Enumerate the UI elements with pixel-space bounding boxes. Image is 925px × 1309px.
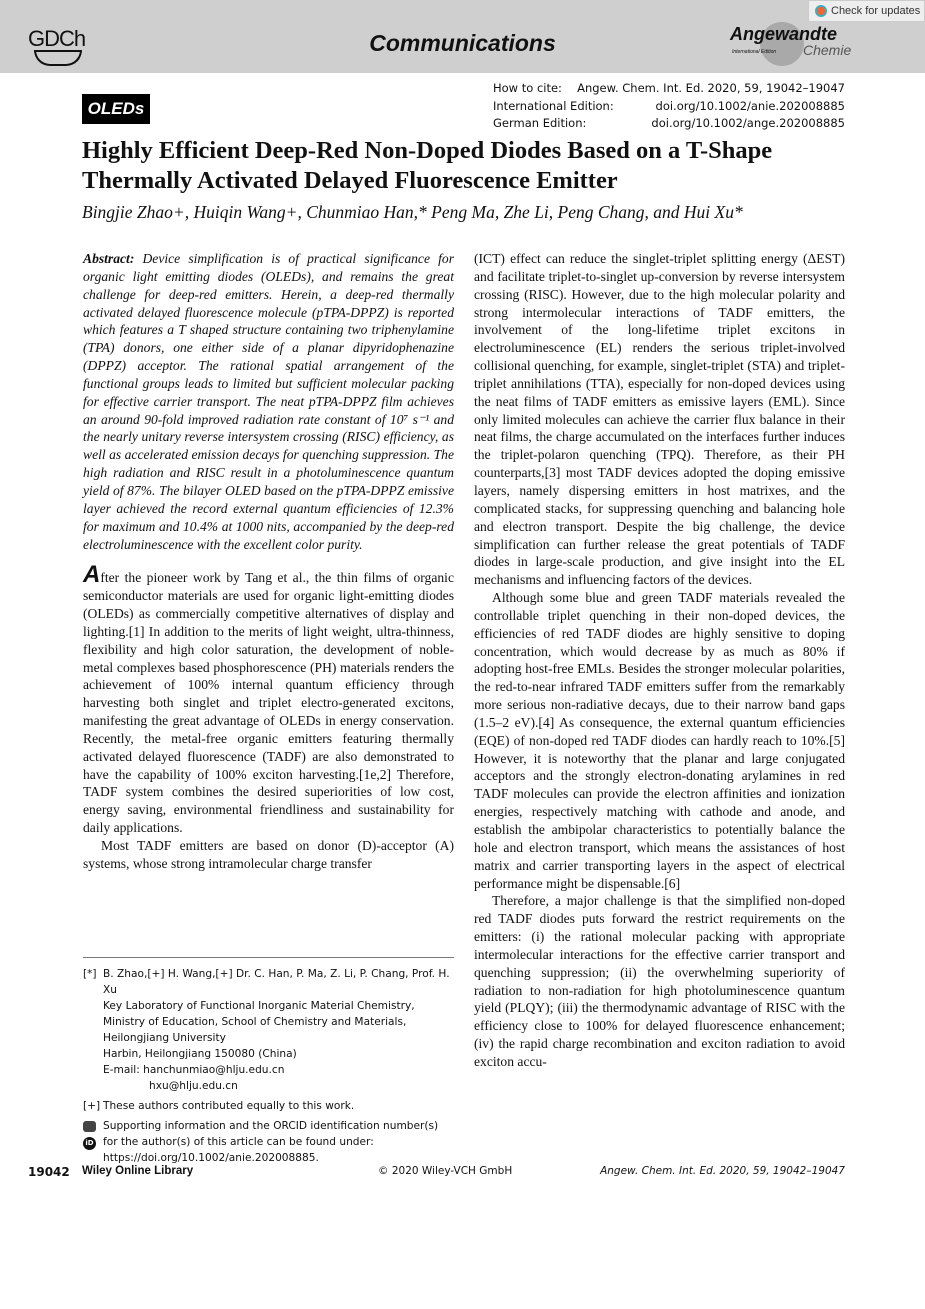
cite-label: How to cite: bbox=[493, 81, 562, 95]
paragraph bbox=[83, 837, 454, 873]
bookmark-icon bbox=[815, 5, 827, 17]
journal-logo-sub: Chemie bbox=[803, 42, 852, 58]
journal-logo-edition: International Edition bbox=[732, 49, 777, 55]
intl-label: International Edition: bbox=[493, 98, 614, 113]
footnote-equal: These authors contributed equally to this work. bbox=[103, 1100, 355, 1112]
gdch-logo: GDCh bbox=[28, 26, 86, 51]
abstract-text: Device simplification is of practical significance for organic light emitting diodes (OLEDs), and remains the great challenge for deep-red emitters. Herein, a deep-red thermally activated delayed fluorescence molecule (pTPA-DPPZ) is reported which features a T shaped structure containing two triphenylamine (TPA) donors, one either side of a planar dipyridophenazine (DPPZ) acceptor. The rational spatial arrangement of the functional groups leads to limited but sufficient molecular packing for effective carrier transport. The neat pTPA-DPPZ film achieves an around 90-fold improved radiation rate constant of 10⁷ s⁻¹ and the nearly unitary reverse intersystem crossing (RISC) efficiency, as well as accelerated emission decays for quenching suppression. The high radiation and RISC result in a photoluminescence quantum yield of 87%. The bilayer OLED based on the pTPA-DPPZ emissive layer achieved the record external quantum efficiencies of 12.3% for maximum and 10.4% at 1000 nits, accompanied by the deep-red electroluminescence with the excellent color purity. bbox=[83, 251, 454, 552]
page-number: 19042 bbox=[28, 1165, 70, 1179]
orcid-icon: iD bbox=[83, 1137, 96, 1150]
german-doi-link[interactable]: doi.org/10.1002/ange.202008885 bbox=[651, 116, 845, 130]
footnote-si[interactable]: Supporting information and the ORCID identification number(s) for the author(s) of this article can be found under: https://doi.org/10.1002/anie.202008885. bbox=[103, 1120, 439, 1164]
topic-tag: OLEDs bbox=[82, 94, 150, 124]
paragraph-text: Although some blue and green TADF materials revealed the controllable triplet quenching in their non-doped devices, the efficiencies of red TADF diodes are highly sensitive to doping concentration, which would decrease by as much as 80% if adopting host-free EMLs. Besides the stronger molecular polarities, the red-to-near infrared TADF emitters suffer from the remarkably more serious non-radiative decays, due to their narrow band gaps (1.5–2 eV).[4] As consequence, the external quantum efficiencies (EQE) of non-doped red TADF diodes can hardly reach to 10%.[5] However, it is noteworthy that the planar and large conjugated acceptors and the strongly electron-donating arylamines in red TADF molecules can provide the electron affinities and ionization energies, respectively matching with cathode and anode, and establish the ambipolar characteristics to potentially balance the hole and electron transport, which means the assistances of host matrix and carrier transporting layers in the aspect of electrical performance might be dispensable.[6] bbox=[474, 590, 845, 891]
footnote-city: Harbin, Heilongjiang 150080 (China) bbox=[103, 1048, 297, 1060]
left-column bbox=[83, 250, 454, 873]
wiley-library-logo: Wiley Online Library bbox=[82, 1165, 194, 1177]
paragraph-text: (ICT) effect can reduce the singlet-triplet splitting energy (ΔEST) and facilitate triplet-to-singlet up-conversion by reverse intersystem crossing (RISC). However, due to the high molecular polarity and strong intermolecular interactions of TADF emitters, the involvement of the long-lifetime triplet excitons in electroluminescence (EL) renders the serious triplet-involved collisional quenching, for example, singlet-triplet (STA) and triplet-triplet annihilations (TTA), especially for non-doped devices using the neat films of TADF emitters as emissive layers (EML). Since only limited molecules can achieve the carrier flux balance in their neat films, the charge accumulated on the interfaces further induces the triplet-polaron quenching (TPQ). Therefore, as their PH counterparts,[3] most TADF devices adopted the doping emissive layers, namely dispersing emitters in host matrixes, and the complicated stacks, for suppressing quenching and balancing hole and electron transport. Despite the big challenge, the device simplification can further release the great potentials of TADF diodes in large-scale production, and give insight into the EL mechanisms and influencing factors of the devices. bbox=[474, 251, 845, 588]
footnotes bbox=[83, 957, 454, 1166]
paragraph bbox=[474, 589, 845, 892]
section-title: Communications bbox=[369, 30, 556, 56]
german-label: German Edition: bbox=[493, 116, 587, 130]
intro-paragraph bbox=[83, 561, 454, 837]
paragraph-text: fter the pioneer work by Tang et al., the thin films of organic semiconductor materials are used for organic light-emitting diodes (OLEDs) as commercially competitive alternatives of display and lighting.[1] In addition to the merits of light weight, ultra-thinness, flexibility and high color saturation, the development of noble-metal complexes based phosphorescence (PH) materials renders the achievement of 100% internal quantum efficiency through harvesting both singlet and triplet electro-generated excitons, manifesting the great advantage of OLEDs in energy conservation. Recently, the metal-free organic emitters featuring thermally activated delayed fluorescence (TADF) are also demonstrated to have the capability of 100% exciton harvesting.[1e,2] Therefore, TADF system combines the desired superiorities of low cost, energy saving, environmental friendliness and sustainability for daily applications. bbox=[83, 570, 454, 836]
journal-reference: Angew. Chem. Int. Ed. 2020, 59, 19042–19047 bbox=[600, 1165, 845, 1177]
intl-doi-link[interactable]: doi.org/10.1002/anie.202008885 bbox=[655, 98, 845, 113]
article-title: Highly Efficient Deep-Red Non-Doped Diodes Based on a T-Shape Thermally Activated Delayed Fluorescence Emitter bbox=[82, 137, 773, 194]
footnote-mark: [*] bbox=[83, 968, 97, 980]
check-updates-button[interactable] bbox=[808, 0, 925, 22]
paragraph bbox=[474, 250, 845, 589]
journal-banner bbox=[0, 0, 925, 73]
footnote-affiliation: Key Laboratory of Functional Inorganic Material Chemistry, Ministry of Education, School of Chemistry and Materials, Heilongjiang University bbox=[103, 1000, 415, 1044]
copyright: © 2020 Wiley-VCH GmbH bbox=[378, 1165, 513, 1177]
paragraph bbox=[474, 892, 845, 1070]
drop-cap: A bbox=[83, 561, 101, 589]
abstract bbox=[83, 250, 454, 553]
cite-ref: Angew. Chem. Int. Ed. 2020, 59, 19042–19047 bbox=[577, 81, 845, 95]
footnote-email[interactable]: E-mail: hanchunmiao@hlju.edu.cn bbox=[103, 1064, 285, 1076]
footnote-mark: [+] bbox=[83, 1100, 101, 1112]
footnote-authors: B. Zhao,[+] H. Wang,[+] Dr. C. Han, P. Ma, Z. Li, P. Chang, Prof. H. Xu bbox=[103, 968, 450, 996]
abstract-label: Abstract: bbox=[83, 251, 135, 266]
paragraph-text: Therefore, a major challenge is that the simplified non-doped red TADF diodes puts forward the restrict requirements on the emitters: (i) the rational molecular packing with appropriate intermolecular interactions for the effective carrier transport and quenching suppression; (ii) the overwhelming superiority of radiation to non-radiation for high photoluminescence quantum yield (PLQY); (iii) the thermodynamic advantage of RISC with the efficiency close to 100% for delayed fluorescence enhancement; (iv) the rapid charge recombination and exciton radiation to avoid exciton accu- bbox=[474, 893, 845, 1069]
journal-logo: Angewandte bbox=[730, 24, 838, 44]
check-updates-label: Check for updates bbox=[831, 5, 921, 17]
supporting-info-icon bbox=[83, 1121, 96, 1132]
si-icons bbox=[83, 1118, 103, 1166]
author-list: Bingjie Zhao+, Huiqin Wang+, Chunmiao Han,* Peng Ma, Zhe Li, Peng Chang, and Hui Xu* bbox=[82, 202, 743, 222]
citation-block bbox=[493, 80, 845, 133]
right-column bbox=[474, 250, 845, 1071]
footnote-email-2[interactable]: hxu@hlju.edu.cn bbox=[149, 1080, 238, 1092]
paragraph-text: Most TADF emitters are based on donor (D)-acceptor (A) systems, whose strong intramolecular charge transfer bbox=[83, 838, 454, 871]
